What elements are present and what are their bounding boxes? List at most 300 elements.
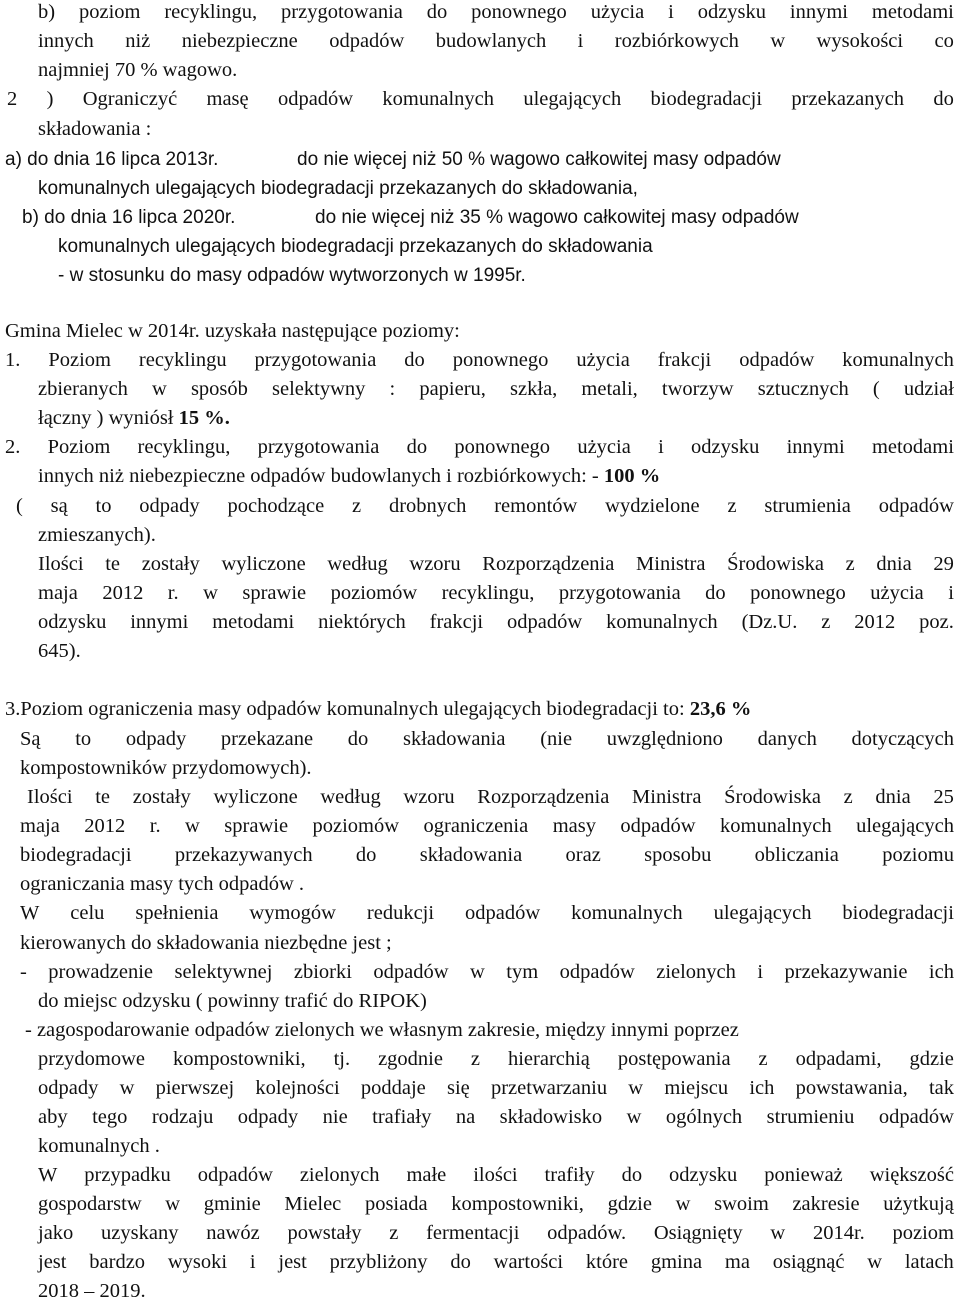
- word: gmina: [650, 1251, 703, 1273]
- word: odzysku: [691, 436, 760, 458]
- word: innych: [38, 30, 94, 52]
- word: metodami: [871, 436, 954, 458]
- word: Rozporządzenia: [482, 553, 615, 575]
- word: jest: [38, 1251, 67, 1273]
- word: papieru,: [419, 378, 486, 400]
- word: te: [95, 786, 111, 808]
- word: tak: [928, 1077, 954, 1099]
- word: 29: [933, 553, 954, 575]
- word: z: [821, 611, 831, 633]
- word: ma: [724, 1251, 750, 1273]
- word: strumieniu: [766, 1106, 855, 1128]
- word: wymogów: [249, 902, 336, 924]
- word: tego: [92, 1106, 128, 1128]
- text-line: do nie więcej niż 50 % wagowo całkowitej masy odpadów: [297, 149, 781, 170]
- word: recyklingu,: [137, 436, 231, 458]
- word: niż: [125, 30, 151, 52]
- word: posiada: [364, 1193, 428, 1215]
- word: do: [705, 582, 726, 604]
- word: w: [770, 30, 786, 52]
- word: i: [249, 1251, 256, 1273]
- text-line: komunalnych ulegających biodegradacji przekazanych do składowania: [58, 236, 653, 257]
- word: sposobu: [644, 844, 712, 866]
- word: składowania: [419, 844, 523, 866]
- text-line: [38, 0, 954, 24]
- text-line: łączny ) wyniósł 15 %.: [38, 407, 230, 429]
- word: gospodarstw: [38, 1193, 142, 1215]
- word: postępowania: [617, 1048, 731, 1070]
- word: Osiągnięty: [653, 1222, 743, 1244]
- text-line: [38, 1250, 954, 1274]
- text-line: [38, 1221, 954, 1245]
- word: r.: [167, 582, 179, 604]
- text-line: [27, 785, 954, 809]
- word: w: [867, 1251, 883, 1273]
- word: miejscu: [664, 1077, 729, 1099]
- word: prowadzenie: [48, 961, 154, 983]
- word: odzysku: [668, 1164, 738, 1186]
- word: odzysku: [697, 1, 767, 23]
- word: odpadów: [329, 30, 405, 52]
- word: składowania: [403, 728, 506, 750]
- word: odpadami,: [795, 1048, 882, 1070]
- word: odpadów: [878, 1106, 954, 1128]
- word: poziomu: [882, 844, 954, 866]
- word: odpadów: [464, 902, 541, 924]
- word: wysoki: [167, 1251, 228, 1273]
- word: Ograniczyć: [82, 88, 178, 110]
- word: do: [404, 349, 425, 371]
- word: maja: [20, 815, 60, 837]
- word: większość: [869, 1164, 954, 1186]
- word: w: [770, 1222, 786, 1244]
- word: nie: [322, 1106, 348, 1128]
- text-line: [38, 1105, 954, 1129]
- word: biodegradacji: [20, 844, 132, 866]
- word: komunalnych: [571, 902, 683, 924]
- word: recyklingu,: [441, 582, 535, 604]
- word: recyklingu,: [164, 1, 258, 23]
- word: dnia: [876, 553, 912, 575]
- word: maja: [38, 582, 78, 604]
- word: odpadów: [197, 1164, 273, 1186]
- word: -: [20, 961, 27, 983]
- text-line: [38, 610, 954, 634]
- word: tworzyw: [661, 378, 734, 400]
- word: selektywny: [272, 378, 366, 400]
- word: osiągnąć: [772, 1251, 845, 1273]
- word: użytkują: [883, 1193, 954, 1215]
- text-line: [38, 581, 954, 605]
- word: z: [758, 1048, 768, 1070]
- word: z: [845, 553, 855, 575]
- word: do: [355, 844, 377, 866]
- word: wartości: [493, 1251, 564, 1273]
- word: zostały: [141, 553, 200, 575]
- word: zielonych: [299, 1164, 380, 1186]
- word: zielonych: [656, 961, 736, 983]
- word: W: [20, 902, 40, 924]
- word: składowisko: [499, 1106, 603, 1128]
- text-line: do miejsc odzysku ( powinny trafić do RIPOK): [38, 990, 427, 1012]
- word: trafiały: [372, 1106, 432, 1128]
- word: odpady: [38, 1077, 99, 1099]
- word: niebezpieczne: [181, 30, 298, 52]
- word: 2012: [84, 815, 126, 837]
- word: użycia: [870, 582, 924, 604]
- word: w: [165, 1193, 181, 1215]
- word: powstały: [287, 1222, 362, 1244]
- text-line: 2018 – 2019.: [38, 1280, 146, 1302]
- word: ulegających: [713, 902, 812, 924]
- word: :: [389, 378, 396, 400]
- word: wzoru: [409, 553, 461, 575]
- word: i: [668, 1, 674, 23]
- word: przekazywanie: [784, 961, 908, 983]
- word: ulegających: [856, 815, 954, 837]
- word: przybliżony: [329, 1251, 428, 1273]
- word: użycia: [577, 436, 631, 458]
- word: Mielec: [284, 1193, 342, 1215]
- word: wzoru: [403, 786, 455, 808]
- word: 2012: [854, 611, 896, 633]
- text-line: kierowanych do składowania niezbędne jest ;: [20, 932, 392, 954]
- word: 25: [933, 786, 954, 808]
- word: Ilości: [38, 553, 84, 575]
- text-line: Gmina Mielec w 2014r. uzyskała następujące poziomy:: [5, 320, 460, 342]
- word: szkła,: [510, 378, 558, 400]
- word: W: [38, 1164, 58, 1186]
- word: z: [352, 495, 362, 517]
- word: pochodzące: [227, 495, 325, 517]
- text-line: [38, 29, 954, 53]
- word: w: [675, 1193, 691, 1215]
- word: (: [16, 495, 23, 517]
- word: do: [450, 1251, 471, 1273]
- word: użycia: [590, 1, 645, 23]
- text-line: innych niż niebezpieczne odpadów budowlanych i rozbiórkowych: - 100 %: [38, 465, 661, 487]
- word: biodegradacji: [842, 902, 954, 924]
- word: przydomowe: [38, 1048, 146, 1070]
- word: 2014r.: [812, 1222, 865, 1244]
- word: użycia: [576, 349, 630, 371]
- text-line: zmieszanych).: [38, 524, 156, 546]
- text-line: kompostowników przydomowych).: [20, 757, 312, 779]
- word: odpadów: [507, 611, 583, 633]
- word: b): [38, 1, 56, 23]
- text-line: najmniej 70 % wagowo.: [38, 59, 238, 81]
- word: nawóz: [206, 1222, 260, 1244]
- text-line: [16, 494, 954, 518]
- word: w: [185, 815, 200, 837]
- word: wyliczone: [221, 553, 306, 575]
- word: Poziom: [48, 349, 111, 371]
- word: gdzie: [607, 1193, 652, 1215]
- word: redukcji: [366, 902, 435, 924]
- word: poddaje: [360, 1077, 426, 1099]
- text-line: [38, 552, 954, 576]
- word: do: [347, 728, 369, 750]
- word: tym: [506, 961, 539, 983]
- word: odpady: [237, 1106, 299, 1128]
- word: ponieważ: [764, 1164, 843, 1186]
- word: odpadów: [620, 815, 696, 837]
- word: sprawie: [242, 582, 307, 604]
- word: Rozporządzenia: [477, 786, 610, 808]
- text-line: [38, 1192, 954, 1216]
- word: recyklingu: [138, 349, 227, 371]
- word: frakcji: [429, 611, 484, 633]
- word: poziomów: [312, 815, 400, 837]
- word: w: [469, 961, 485, 983]
- text-line: [20, 727, 954, 751]
- word: Poziom: [47, 436, 111, 458]
- word: obliczania: [754, 844, 839, 866]
- word: odpadów: [559, 961, 635, 983]
- word: Środowiska: [727, 553, 824, 575]
- word: zbieranych: [38, 378, 128, 400]
- text-line: 645).: [38, 640, 81, 662]
- word: innymi: [789, 1, 848, 23]
- word: zostały: [132, 786, 191, 808]
- word: które: [585, 1251, 629, 1273]
- word: według: [320, 786, 381, 808]
- word: ilości: [473, 1164, 518, 1186]
- word: swoim: [714, 1193, 769, 1215]
- word: rodzaju: [151, 1106, 214, 1128]
- word: powstawania,: [795, 1077, 908, 1099]
- word: w: [626, 1106, 642, 1128]
- word: małe: [406, 1164, 447, 1186]
- word: remontów: [494, 495, 578, 517]
- text-line: 3.Poziom ograniczenia masy odpadów komunalnych ulegających biodegradacji to: 23,6 %: [5, 698, 752, 720]
- word: komunalnych: [606, 611, 718, 633]
- text-line: do nie więcej niż 35 % wagowo całkowitej masy odpadów: [315, 207, 799, 228]
- word: ponownego: [471, 1, 567, 23]
- word: poziomów: [330, 582, 418, 604]
- word: i: [658, 436, 664, 458]
- word: uzyskany: [101, 1222, 179, 1244]
- word: danych: [757, 728, 817, 750]
- word: odpady: [125, 728, 187, 750]
- word: metodami: [871, 1, 954, 23]
- word: odpadów: [878, 495, 954, 517]
- word: przygotowania: [254, 349, 377, 371]
- word: zgodnie: [378, 1048, 443, 1070]
- biodegradable-limit-value: 23,6 %: [689, 698, 752, 720]
- word: r.: [149, 815, 161, 837]
- text-line: [20, 901, 954, 925]
- word: ponownego: [454, 436, 551, 458]
- word: celu: [70, 902, 105, 924]
- word: aby: [38, 1106, 68, 1128]
- text-line: [20, 960, 954, 984]
- text-line: [38, 1047, 954, 1071]
- word: przygotowania: [558, 582, 681, 604]
- text-line: [7, 87, 954, 111]
- word: sztucznych: [757, 378, 849, 400]
- word: z: [470, 1048, 481, 1070]
- word: selektywnej: [174, 961, 273, 983]
- word: przekazywanych: [174, 844, 313, 866]
- word: kompostowniki,: [172, 1048, 306, 1070]
- word: (: [872, 378, 880, 400]
- word: przygotowania: [257, 436, 380, 458]
- word: kolejności: [255, 1077, 340, 1099]
- recycling-level-value: 15 %.: [178, 407, 230, 429]
- word: drobnych: [388, 495, 467, 517]
- word: do: [426, 1, 448, 23]
- word: komunalnych: [720, 815, 832, 837]
- word: na: [455, 1106, 476, 1128]
- word: do: [406, 436, 428, 458]
- word: (nie: [540, 728, 573, 750]
- text-line: komunalnych ulegających biodegradacji przekazanych do składowania,: [38, 178, 638, 199]
- word: pierwszej: [155, 1077, 235, 1099]
- word: z: [389, 1222, 399, 1244]
- word: poz.: [919, 611, 954, 633]
- text-line: [5, 435, 954, 459]
- word: metali,: [581, 378, 638, 400]
- text-line: [20, 814, 954, 838]
- word: strumienia: [764, 495, 851, 517]
- text-line: - w stosunku do masy odpadów wytworzonych w 1995r.: [58, 265, 526, 286]
- word: w: [203, 582, 218, 604]
- word: Ilości: [27, 786, 73, 808]
- text-line: [5, 348, 954, 372]
- word: 1.: [5, 349, 21, 371]
- word: jako: [38, 1222, 74, 1244]
- word: fermentacji: [426, 1222, 520, 1244]
- word: komunalnych: [842, 349, 954, 371]
- word: sprawie: [224, 815, 289, 837]
- word: oraz: [565, 844, 601, 866]
- text-line: [20, 843, 954, 867]
- word: te: [105, 553, 121, 575]
- text-line: ograniczania masy tych odpadów .: [20, 873, 305, 895]
- word: rozbiórkowych: [614, 30, 739, 52]
- word: to: [95, 495, 112, 517]
- word: gdzie: [909, 1048, 954, 1070]
- word: ): [46, 88, 54, 110]
- word: frakcji: [657, 349, 712, 371]
- word: tj.: [333, 1048, 351, 1070]
- text-line: a) do dnia 16 lipca 2013r.: [5, 149, 219, 170]
- word: przygotowania: [281, 1, 403, 23]
- word: dnia: [875, 786, 911, 808]
- word: ulegających: [523, 88, 622, 110]
- word: innymi: [130, 611, 189, 633]
- word: masę: [206, 88, 249, 110]
- word: kompostowniki,: [451, 1193, 584, 1215]
- word: budowlanych: [435, 30, 547, 52]
- word: sposób: [190, 378, 248, 400]
- word: Ministra: [636, 553, 706, 575]
- word: Środowiska: [724, 786, 821, 808]
- word: w: [119, 1077, 135, 1099]
- word: i: [948, 582, 954, 604]
- word: jest: [278, 1251, 307, 1273]
- word: poziom: [78, 1, 141, 23]
- word: z: [843, 786, 853, 808]
- word: udział: [903, 378, 954, 400]
- text-line: [38, 377, 954, 401]
- word: co: [934, 30, 954, 52]
- word: przetwarzaniu: [490, 1077, 608, 1099]
- word: wysokości: [816, 30, 904, 52]
- word: odpadów: [373, 961, 449, 983]
- word: dotyczących: [851, 728, 954, 750]
- word: zbiorki: [293, 961, 352, 983]
- word: masy: [552, 815, 596, 837]
- word: hierarchią: [507, 1048, 590, 1070]
- text-line: [38, 1076, 954, 1100]
- word: odzysku: [38, 611, 107, 633]
- word: ich: [749, 1077, 775, 1099]
- word: zakresie: [792, 1193, 860, 1215]
- word: 2.: [5, 436, 21, 458]
- word: i: [757, 961, 764, 983]
- word: z: [727, 495, 737, 517]
- word: wydzielone: [605, 495, 700, 517]
- word: są: [50, 495, 68, 517]
- word: do: [933, 88, 954, 110]
- word: wyliczone: [213, 786, 298, 808]
- word: odpady: [139, 495, 200, 517]
- text-line: składowania :: [38, 118, 152, 140]
- word: uwzględniono: [606, 728, 723, 750]
- word: przekazane: [220, 728, 314, 750]
- word: niektórych: [318, 611, 406, 633]
- word: przypadku: [84, 1164, 171, 1186]
- text-line: [38, 1163, 954, 1187]
- word: Są: [20, 728, 41, 750]
- word: Ministra: [632, 786, 702, 808]
- word: odpadów: [277, 88, 354, 110]
- word: ograniczenia: [423, 815, 529, 837]
- word: bardzo: [89, 1251, 146, 1273]
- word: komunalnych: [382, 88, 494, 110]
- word: innymi: [786, 436, 845, 458]
- word: ponownego: [750, 582, 846, 604]
- word: latach: [904, 1251, 954, 1273]
- word: to: [75, 728, 92, 750]
- word: ogólnych: [665, 1106, 743, 1128]
- word: do: [621, 1164, 643, 1186]
- word: ponownego: [452, 349, 549, 371]
- word: 2: [7, 88, 18, 110]
- word: w: [152, 378, 167, 400]
- word: przekazanych: [791, 88, 905, 110]
- word: ich: [928, 961, 954, 983]
- word: odpadów: [739, 349, 815, 371]
- word: 2012: [102, 582, 144, 604]
- word: i: [577, 30, 584, 52]
- text-line: - zagospodarowanie odpadów zielonych we własnym zakresie, między innymi poprzez: [25, 1019, 739, 1041]
- word: gminie: [203, 1193, 261, 1215]
- word: poziom: [892, 1222, 954, 1244]
- text-line: komunalnych .: [38, 1135, 160, 1157]
- word: w: [628, 1077, 644, 1099]
- word: odpadów.: [547, 1222, 627, 1244]
- word: trafiły: [544, 1164, 595, 1186]
- text-line: b) do dnia 16 lipca 2020r.: [22, 207, 236, 228]
- word: według: [327, 553, 388, 575]
- word: (Dz.U.: [741, 611, 798, 633]
- word: się: [446, 1077, 470, 1099]
- construction-waste-level-value: 100 %: [603, 465, 661, 487]
- word: spełnienia: [135, 902, 219, 924]
